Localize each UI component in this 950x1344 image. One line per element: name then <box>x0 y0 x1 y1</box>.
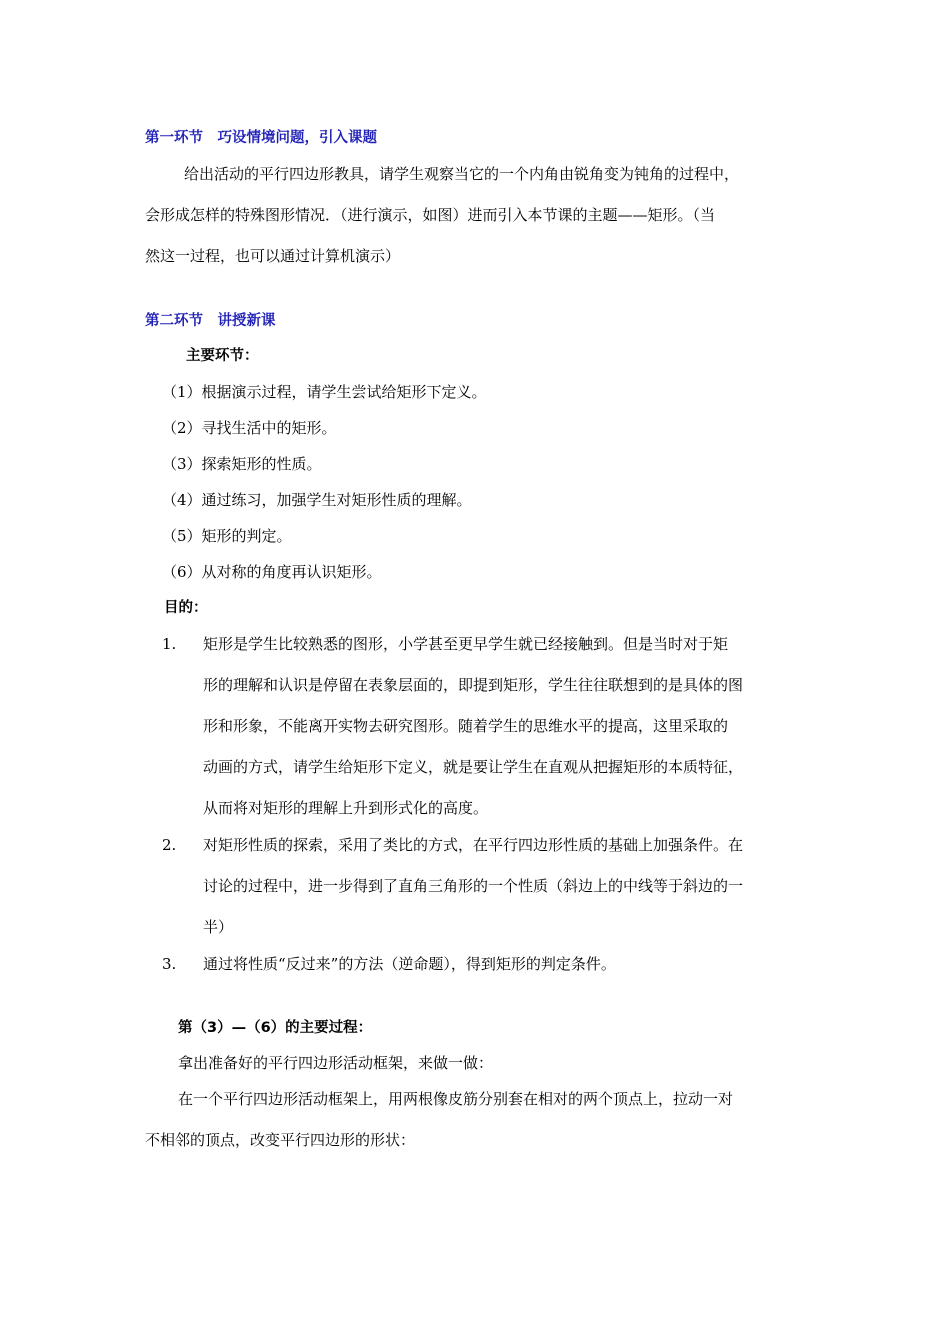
purpose-line: 讨论的过程中，进一步得到了直角三角形的一个性质（斜边上的中线等于斜边的一 <box>203 877 744 895</box>
step-item: （1）根据演示过程，请学生尝试给矩形下定义。 <box>162 383 487 401</box>
purpose-label: 目的： <box>164 600 208 616</box>
section1-para-line: 会形成怎样的特殊图形情况．（进行演示，如图）进而引入本节课的主题——矩形。（当 <box>145 206 716 224</box>
step-item: （5）矩形的判定。 <box>162 527 292 545</box>
section3-line: 拿出准备好的平行四边形活动框架，来做一做： <box>178 1054 494 1072</box>
step-item: （4）通过练习，加强学生对矩形性质的理解。 <box>162 491 472 509</box>
purpose-number: 1. <box>162 635 177 653</box>
step-item: （6）从对称的角度再认识矩形。 <box>162 563 382 581</box>
purpose-line: 通过将性质“反过来”的方法（逆命题），得到矩形的判定条件。 <box>203 955 616 973</box>
section1-para-line: 给出活动的平行四边形教具，请学生观察当它的一个内角由锐角变为钝角的过程中， <box>184 165 740 183</box>
section1-heading: 第一环节 巧设情境问题，引入课题 <box>145 130 377 146</box>
purpose-line: 动画的方式，请学生给矩形下定义，就是要让学生在直观从把握矩形的本质特征， <box>203 758 744 776</box>
purpose-line: 对矩形性质的探索，采用了类比的方式，在平行四边形性质的基础上加强条件。在 <box>203 836 744 854</box>
purpose-number: 3. <box>162 955 177 973</box>
purpose-line: 形的理解和认识是停留在表象层面的，即提到矩形，学生往往联想到的是具体的图 <box>203 676 744 694</box>
purpose-line: 从而将对矩形的理解上升到形式化的高度。 <box>203 799 489 817</box>
section1-para-line: 然这一过程，也可以通过计算机演示） <box>145 247 401 265</box>
main-steps-label: 主要环节： <box>186 348 259 364</box>
purpose-line: 形和形象，不能离开实物去研究图形。随着学生的思维水平的提高，这里采取的 <box>203 717 729 735</box>
purpose-line: 半） <box>203 918 234 936</box>
section2-heading: 第二环节 讲授新课 <box>145 313 276 329</box>
purpose-number: 2. <box>162 836 177 854</box>
step-item: （2）寻找生活中的矩形。 <box>162 419 337 437</box>
section3-heading: 第（3）—（6）的主要过程： <box>178 1020 373 1036</box>
section3-line: 不相邻的顶点，改变平行四边形的形状： <box>145 1131 416 1149</box>
purpose-line: 矩形是学生比较熟悉的图形，小学甚至更早学生就已经接触到。但是当时对于矩 <box>203 635 729 653</box>
step-item: （3）探索矩形的性质。 <box>162 455 322 473</box>
section3-line: 在一个平行四边形活动框架上，用两根像皮筋分别套在相对的两个顶点上，拉动一对 <box>178 1090 734 1108</box>
